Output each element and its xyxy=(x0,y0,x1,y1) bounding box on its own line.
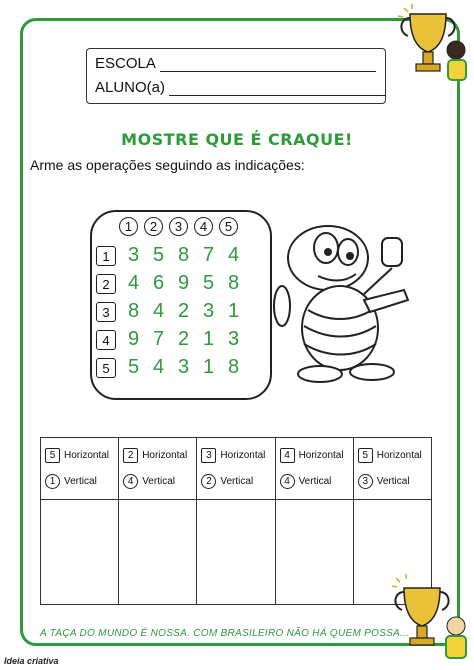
grid-cell: 4 xyxy=(227,244,240,266)
row-headers xyxy=(96,246,116,378)
student-info-box xyxy=(86,48,386,104)
brand-logo: Ideia criativa xyxy=(4,656,59,666)
column-header: 2 xyxy=(144,217,163,236)
column-header: 4 xyxy=(194,217,213,236)
grid-cell: 7 xyxy=(202,244,215,266)
school-field[interactable] xyxy=(95,55,376,72)
student-label: ALUNO(a) xyxy=(95,79,166,96)
grid-cell: 2 xyxy=(177,328,190,350)
grid-row xyxy=(124,270,243,297)
task-cell xyxy=(41,438,119,500)
horizontal-label: Horizontal xyxy=(298,449,344,461)
row-number-badge: 5 xyxy=(45,448,60,463)
row-header: 4 xyxy=(96,330,116,350)
vertical-label: Vertical xyxy=(220,475,254,487)
grid-row xyxy=(124,242,243,269)
task-table xyxy=(40,437,432,605)
column-header: 3 xyxy=(169,217,188,236)
grid-cell: 3 xyxy=(202,300,215,322)
task-cell xyxy=(119,438,197,500)
vertical-label: Vertical xyxy=(142,475,175,487)
grid-cell: 2 xyxy=(177,300,190,322)
page-title: MOSTRE QUE É CRAQUE! xyxy=(121,130,353,149)
grid-cell: 5 xyxy=(127,356,140,378)
trophy-icon xyxy=(386,568,472,664)
grid-cell: 5 xyxy=(202,272,215,294)
answer-cell[interactable] xyxy=(275,500,353,605)
school-line xyxy=(160,58,376,72)
grid-cell: 3 xyxy=(227,328,240,350)
grid-cell: 5 xyxy=(152,244,165,266)
grid-cell: 1 xyxy=(202,356,215,378)
answer-cell[interactable] xyxy=(41,500,119,605)
row-number-badge: 3 xyxy=(201,448,216,463)
grid-cell: 8 xyxy=(177,244,190,266)
grid-cell: 9 xyxy=(177,272,190,294)
cartoon-character-icon xyxy=(268,210,428,388)
grid-cell: 4 xyxy=(127,272,140,294)
grid-cell: 3 xyxy=(177,356,190,378)
horizontal-label: Horizontal xyxy=(64,449,110,461)
grid-cell: 8 xyxy=(227,272,240,294)
student-field[interactable] xyxy=(95,79,385,96)
student-line xyxy=(169,82,385,96)
horizontal-label: Horizontal xyxy=(142,449,188,461)
grid-cell: 1 xyxy=(202,328,215,350)
vertical-label: Vertical xyxy=(64,475,97,487)
row-number-badge: 2 xyxy=(123,448,138,463)
task-cell xyxy=(197,438,275,500)
grid-cell: 8 xyxy=(227,356,240,378)
grid-row xyxy=(124,354,243,381)
vertical-label: Vertical xyxy=(298,475,332,487)
grid-rows xyxy=(124,242,243,381)
grid-cell: 6 xyxy=(152,272,165,294)
grid-cell: 4 xyxy=(152,356,165,378)
row-number-badge: 5 xyxy=(358,448,373,463)
column-header: 1 xyxy=(119,217,138,236)
instructions-text: Arme as operações seguindo as indicações: xyxy=(30,157,305,173)
column-number-badge: 4 xyxy=(123,474,138,489)
column-number-badge: 3 xyxy=(358,474,373,489)
grid-cell: 4 xyxy=(152,300,165,322)
answer-cell[interactable] xyxy=(197,500,275,605)
row-header: 3 xyxy=(96,302,116,322)
grid-cell: 8 xyxy=(127,300,140,322)
horizontal-label: Horizontal xyxy=(220,449,266,461)
row-header: 5 xyxy=(96,358,116,378)
task-cell xyxy=(275,438,353,500)
column-number-badge: 1 xyxy=(45,474,60,489)
grid-cell: 1 xyxy=(227,300,240,322)
column-headers xyxy=(119,217,238,236)
vertical-label: Vertical xyxy=(376,475,410,487)
task-cell xyxy=(353,438,431,500)
row-number-badge: 4 xyxy=(280,448,295,463)
school-label: ESCOLA xyxy=(95,55,156,72)
grid-cell: 7 xyxy=(152,328,165,350)
footer-slogan: A TAÇA DO MUNDO É NOSSA. COM BRASILEIRO NÃO HÁ QUEM POSSA... xyxy=(40,628,410,639)
answer-cell[interactable] xyxy=(119,500,197,605)
row-header: 2 xyxy=(96,274,116,294)
grid-cell: 3 xyxy=(127,244,140,266)
column-number-badge: 2 xyxy=(201,474,216,489)
horizontal-label: Horizontal xyxy=(376,449,422,461)
grid-cell: 9 xyxy=(127,328,140,350)
row-header: 1 xyxy=(96,246,116,266)
trophy-icon xyxy=(390,2,472,94)
column-header: 5 xyxy=(219,217,238,236)
grid-row xyxy=(124,298,243,325)
column-number-badge: 4 xyxy=(280,474,295,489)
grid-row xyxy=(124,326,243,353)
